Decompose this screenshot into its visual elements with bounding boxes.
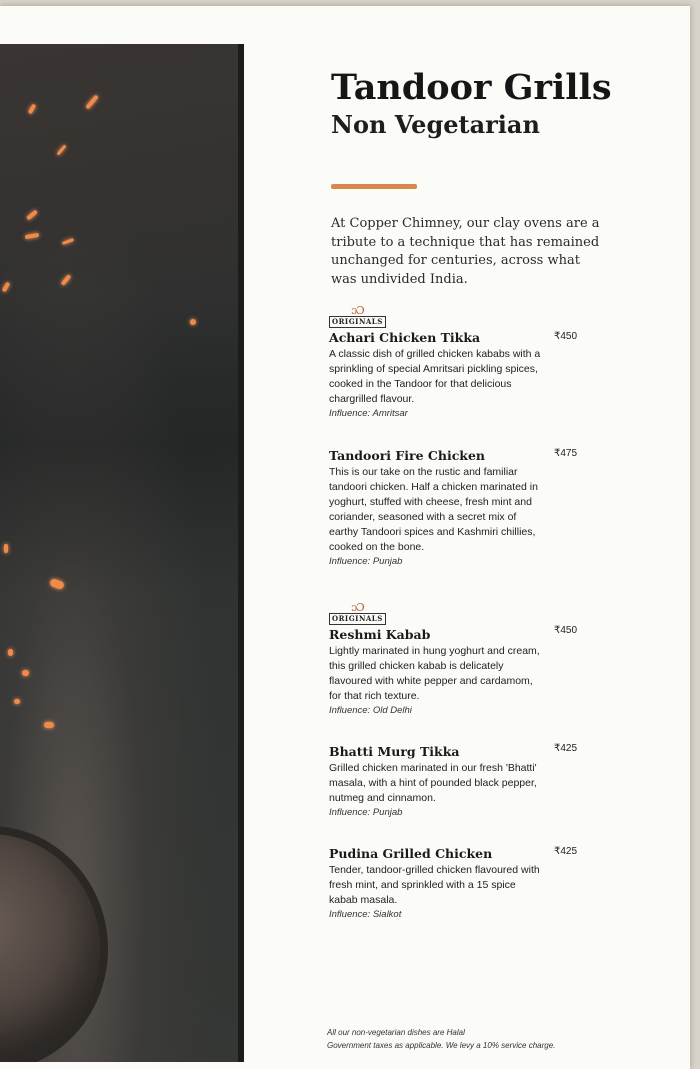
ember-spark	[8, 649, 13, 656]
ember-spark	[22, 670, 29, 676]
photo-shadow	[0, 294, 244, 594]
section-header	[331, 68, 621, 289]
ember-spark	[61, 274, 72, 286]
ember-spark	[26, 210, 38, 221]
item-name: Pudina Grilled Chicken	[329, 846, 493, 861]
originals-badge	[329, 306, 386, 328]
item-name: Tandoori Fire Chicken	[329, 448, 486, 463]
page-title: Tandoor Grills	[331, 67, 612, 108]
ember-spark	[62, 238, 74, 245]
originals-label: ORIGINALS	[329, 316, 386, 328]
item-influence: Influence: Sialkot	[329, 909, 402, 920]
item-influence: Influence: Punjab	[329, 556, 403, 567]
item-influence: Influence: Old Delhi	[329, 705, 412, 716]
item-name: Reshmi Kabab	[329, 627, 431, 642]
accent-divider	[331, 184, 417, 189]
ember-spark	[4, 544, 8, 553]
ember-spark	[190, 319, 196, 325]
ember-spark	[56, 144, 66, 155]
photo-frame-edge	[238, 44, 244, 1062]
item-influence: Influence: Amritsar	[329, 408, 408, 419]
menu-item	[329, 301, 599, 421]
item-price: ₹475	[554, 448, 578, 459]
item-name: Achari Chicken Tikka	[329, 330, 481, 345]
item-price: ₹425	[554, 846, 578, 857]
item-description: Tender, tandoor-grilled chicken flavoured with fresh mint, and sprinkled with a 15 spice kabab masala.	[329, 864, 540, 906]
item-name: Bhatti Murg Tikka	[329, 744, 460, 759]
item-price: ₹450	[554, 625, 578, 636]
tax-note: Government taxes as applicable. We levy a 10% service charge.	[327, 1041, 556, 1050]
menu-item	[329, 744, 599, 820]
tandoor-pan-image	[0, 834, 100, 1062]
item-description: A classic dish of grilled chicken kababs with a sprinkling of special Amritsari pickling spices, cooked in the Tandoor for that delicious chargrilled flavour.	[329, 348, 541, 405]
originals-logo-icon: ɔƆ	[351, 601, 364, 614]
ember-spark	[2, 282, 10, 293]
intro-text: At Copper Chimney, our clay ovens are a tribute to a technique that has remained unchanged for centuries, across what was undivided India.	[331, 216, 600, 287]
item-price: ₹450	[554, 331, 578, 342]
tandoor-photo	[0, 44, 244, 1062]
ember-spark	[44, 722, 54, 728]
item-description: Lightly marinated in hung yoghurt and cream, this grilled chicken kabab is delicately flavoured with white pepper and cardamom, for that rich texture.	[329, 645, 540, 702]
menu-item	[329, 598, 599, 718]
ember-spark	[25, 233, 39, 239]
item-influence: Influence: Punjab	[329, 807, 403, 818]
halal-note: All our non-vegetarian dishes are Halal	[327, 1028, 465, 1037]
originals-badge	[329, 603, 386, 625]
page-subtitle: Non Vegetarian	[331, 110, 540, 139]
originals-logo-icon: ɔƆ	[351, 304, 364, 317]
item-description: This is our take on the rustic and familiar tandoori chicken. Half a chicken marinated in yoghurt, stuffed with cheese, fresh mint and coriander, seasoned with a secret mix of earthy Tandoori spices and Kashmiri chillies, cooked on the bone.	[329, 466, 538, 553]
ember-spark	[14, 699, 20, 704]
footer-notes	[327, 1026, 555, 1052]
menu-item	[329, 846, 599, 922]
ember-spark	[85, 95, 98, 110]
item-price: ₹425	[554, 743, 578, 754]
originals-label: ORIGINALS	[329, 613, 386, 625]
menu-item	[329, 448, 599, 569]
item-description: Grilled chicken marinated in our fresh 'Bhatti' masala, with a hint of pounded black pepper, nutmeg and cinnamon.	[329, 762, 537, 804]
ember-spark	[28, 104, 36, 115]
